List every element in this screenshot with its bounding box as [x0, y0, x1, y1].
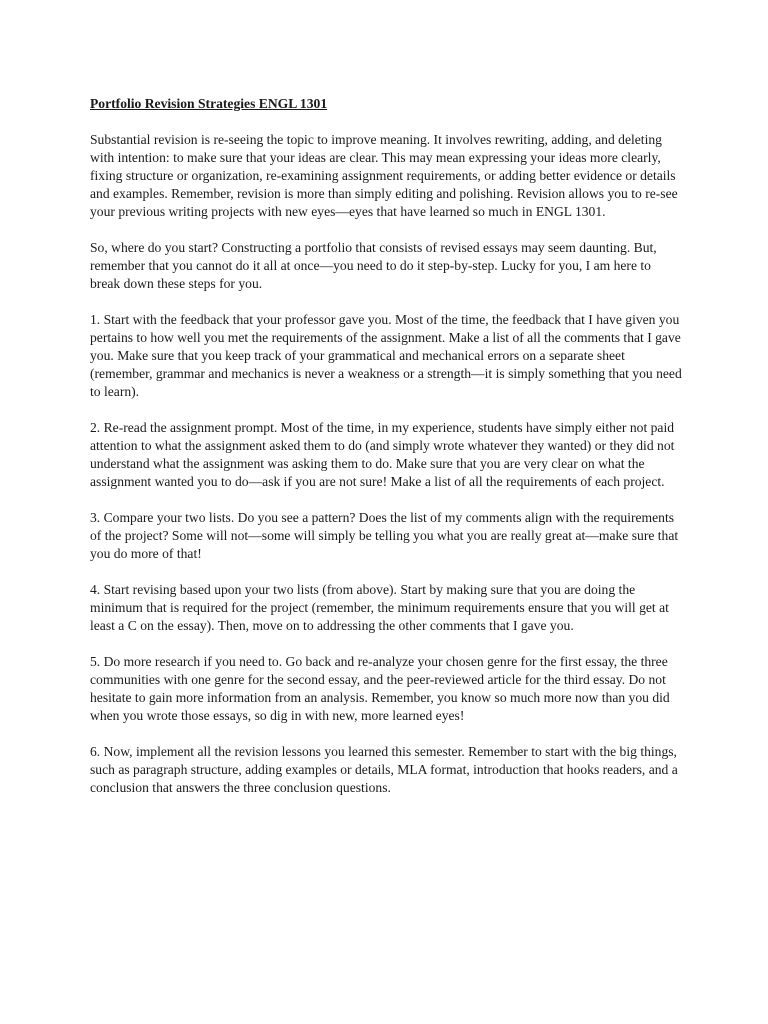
- paragraph-step-5: 5. Do more research if you need to. Go back and re-analyze your chosen genre for the first essay, the three communities with one genre for the second essay, and the peer-reviewed article for the third essay. Do not hesitate to gain more information from an analysis. Remember, you know so much more now than you did when you wrote those essays, so dig in with new, more learned eyes!: [90, 654, 670, 723]
- paragraph-step-1: 1. Start with the feedback that your professor gave you. Most of the time, the feedback that I have given you pertains to how well you met the requirements of the assignment. Make a list of all the comments that I gave you. Make sure that you keep track of your grammatical and mechanical errors on a separate sheet (remember, grammar and mechanics is never a weakness or a strength—it is simply something that you need to learn).: [90, 312, 682, 399]
- paragraph-step-2: 2. Re-read the assignment prompt. Most of the time, in my experience, students have simply either not paid attention to what the assignment asked them to do (and simply wrote whatever they wanted) or they did not understand what the assignment was asking them to do. Make sure that you are very clear on what the assignment wanted you to do—ask if you are not sure! Make a list of all the requirements of each project.: [90, 420, 675, 489]
- paragraph-intro: Substantial revision is re-seeing the topic to improve meaning. It involves rewriting, adding, and deleting with intention: to make sure that your ideas are clear. This may mean expressing your ideas more clearly, fixing structure or organization, re-examining assignment requirements, or adding better evidence or details and examples. Remember, revision is more than simply editing and polishing. Revision allows you to re-see your previous writing projects with new eyes—eyes that have learned so much in ENGL 1301.: [90, 132, 678, 219]
- document-title: Portfolio Revision Strategies ENGL 1301: [90, 96, 328, 111]
- paragraph-where-to-start: So, where do you start? Constructing a portfolio that consists of revised essays may seem daunting. But, remember that you cannot do it all at once—you need to do it step-by-step. Lucky for you, I am here to break down these steps for you.: [90, 240, 657, 291]
- document-body: [90, 95, 682, 815]
- paragraph-step-4: 4. Start revising based upon your two lists (from above). Start by making sure that you are doing the minimum that is required for the project (remember, the minimum requirements ensure that you will get at least a C on the essay). Then, move on to addressing the other comments that I gave you.: [90, 582, 669, 633]
- paragraph-step-3: 3. Compare your two lists. Do you see a pattern? Does the list of my comments align with the requirements of the project? Some will not—some will simply be telling you what you are really great at—make sure that you do more of that!: [90, 510, 679, 561]
- paragraph-step-6: 6. Now, implement all the revision lessons you learned this semester. Remember to start with the big things, such as paragraph structure, adding examples or details, MLA format, introduction that hooks readers, and a conclusion that answers the three conclusion questions.: [90, 744, 678, 795]
